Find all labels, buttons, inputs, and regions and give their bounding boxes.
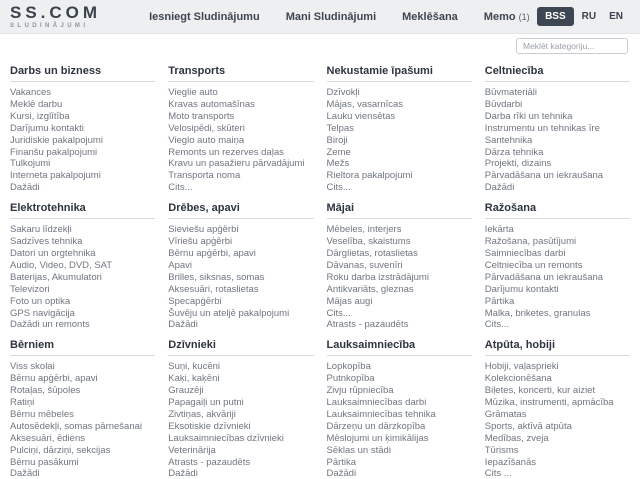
category-link[interactable]: Ražošana, pasūtījumi — [484, 236, 577, 248]
category-link[interactable]: Apavi — [168, 259, 193, 271]
category-title[interactable]: Atpūta, hobiji — [485, 339, 630, 356]
list-item — [485, 420, 630, 432]
list-item — [485, 247, 630, 259]
list-item — [168, 467, 313, 479]
language-switcher — [537, 7, 628, 26]
category-link[interactable]: Saimniecības darbi — [484, 247, 566, 259]
category-link[interactable]: Interneta pakalpojumi — [10, 170, 101, 182]
list-item — [327, 110, 472, 122]
list-item — [485, 408, 630, 420]
category-block — [485, 330, 630, 479]
list-item — [10, 432, 155, 444]
category-link[interactable]: Hobiji, vaļasprieki — [484, 361, 559, 373]
list-item — [327, 420, 472, 432]
category-links — [168, 86, 313, 193]
list-item — [10, 223, 155, 235]
category-link[interactable]: Remonts un rezerves daļas — [168, 146, 284, 158]
list-item — [485, 432, 630, 444]
category-title[interactable]: Dzīvnieki — [168, 339, 313, 356]
category-link[interactable]: GPS navigācija — [10, 307, 75, 319]
category-link[interactable]: Tulkojumi — [10, 158, 51, 170]
category-link[interactable]: Darījumu kontakti — [484, 283, 559, 295]
lang-bss[interactable]: BSS — [537, 7, 574, 26]
category-link[interactable]: Pārvadāšana un iekraušana — [484, 170, 604, 182]
category-link[interactable]: Pārtika — [484, 295, 515, 307]
category-link[interactable]: Cits... — [484, 319, 510, 331]
list-item — [485, 271, 630, 283]
list-item — [168, 295, 313, 307]
list-item — [168, 408, 313, 420]
list-item — [10, 420, 155, 432]
list-item — [327, 372, 472, 384]
category-link[interactable]: Darba rīki un tehnika — [484, 110, 573, 122]
category-title[interactable]: Ražošana — [485, 202, 630, 219]
category-link[interactable]: Kravas automašīnas — [168, 98, 255, 110]
list-item — [485, 372, 630, 384]
category-link[interactable]: Zivtiņas, akvāriji — [168, 408, 236, 420]
list-item — [10, 181, 155, 193]
category-link[interactable]: Tūrisms — [484, 444, 519, 456]
category-title[interactable]: Bērniem — [10, 339, 155, 356]
category-links — [168, 223, 313, 330]
category-link[interactable]: Dzīvokļi — [326, 87, 360, 98]
list-item — [485, 384, 630, 396]
category-link[interactable]: Grauzēji — [168, 385, 204, 397]
list-item — [168, 235, 313, 247]
category-link[interactable]: Medības, zveja — [484, 432, 549, 444]
category-link[interactable]: Dažādi — [326, 468, 357, 479]
lang-ru[interactable]: RU — [577, 8, 601, 25]
category-link[interactable]: Kursi, izglītība — [10, 110, 70, 122]
memo-count-badge: (1) — [518, 11, 530, 22]
list-item — [168, 259, 313, 271]
list-item — [10, 86, 155, 98]
nav-my-ads[interactable]: Mani Sludinājumi — [285, 10, 377, 23]
category-link[interactable]: Aksesuāri, rotaslietas — [168, 283, 259, 295]
category-link[interactable]: Roku darba izstrādājumi — [326, 271, 429, 283]
category-link[interactable]: Dažādi — [168, 468, 198, 479]
list-item — [485, 134, 630, 146]
list-item — [327, 235, 472, 247]
category-link[interactable]: Mežs — [326, 158, 350, 170]
list-item — [485, 467, 630, 479]
category-link[interactable]: Sports, aktīvā atpūta — [484, 420, 572, 432]
list-item — [10, 98, 155, 110]
category-link[interactable]: Biļetes, koncerti, kur aiziet — [484, 385, 596, 397]
list-item — [327, 169, 472, 181]
category-links — [327, 86, 472, 193]
list-item — [327, 396, 472, 408]
list-item — [168, 384, 313, 396]
nav-memo-label: Memo — [483, 10, 516, 23]
list-item — [327, 146, 472, 158]
category-links — [485, 86, 630, 193]
category-link[interactable]: Finanšu pakalpojumi — [10, 146, 98, 158]
category-link[interactable]: Šuvēju un ateljē pakalpojumi — [168, 307, 290, 319]
list-item — [327, 318, 472, 330]
category-link[interactable]: Bērnu apģērbi, apavi — [168, 247, 256, 259]
category-link[interactable]: Sieviešu apģērbi — [168, 224, 239, 236]
list-item — [485, 169, 630, 181]
category-block — [327, 193, 472, 330]
list-item — [327, 271, 472, 283]
category-links — [10, 86, 155, 193]
category-link[interactable]: Specapģērbi — [168, 295, 222, 307]
list-item — [10, 307, 155, 319]
category-block — [10, 193, 155, 330]
category-block — [10, 56, 155, 193]
list-item — [10, 360, 155, 372]
category-link[interactable]: Mājas augi — [326, 295, 373, 307]
category-link[interactable]: Transporta noma — [168, 170, 241, 182]
category-link[interactable]: Dažādi un remonts — [10, 319, 90, 331]
main-nav — [149, 11, 530, 23]
category-link[interactable]: Datori un orgtehnika — [10, 247, 96, 259]
category-link[interactable]: Veselība, skaistums — [326, 236, 411, 248]
category-link[interactable]: Cits... — [168, 182, 193, 194]
list-item — [485, 396, 630, 408]
list-item — [485, 444, 630, 456]
list-item — [168, 247, 313, 259]
category-link[interactable]: Vakances — [10, 87, 52, 98]
category-block — [327, 330, 472, 479]
category-title[interactable]: Elektrotehnika — [10, 202, 155, 219]
list-item — [168, 360, 313, 372]
nav-submit-ad[interactable]: Iesniegt Sludinājumu — [149, 10, 260, 23]
list-item — [485, 283, 630, 295]
category-link[interactable]: Lauksaimniecības tehnika — [326, 408, 436, 420]
list-item — [327, 259, 472, 271]
category-link[interactable]: Meklē darbu — [10, 98, 63, 110]
list-item — [485, 122, 630, 134]
list-item — [327, 283, 472, 295]
list-item — [168, 223, 313, 235]
list-item — [168, 181, 313, 193]
category-link[interactable]: Atrasts - pazaudēts — [168, 456, 251, 468]
list-item — [168, 86, 313, 98]
category-link[interactable]: Brilles, siksnas, somas — [168, 271, 265, 283]
list-item — [327, 307, 472, 319]
category-link[interactable]: Velosipēdi, skūteri — [168, 122, 245, 134]
category-link[interactable]: Sadzīves tehnika — [10, 236, 83, 248]
category-link[interactable]: Lauksaimniecības darbi — [326, 397, 427, 409]
list-item — [327, 444, 472, 456]
list-item — [485, 98, 630, 110]
list-item — [168, 420, 313, 432]
category-link[interactable]: Vieglie auto — [168, 87, 218, 98]
list-item — [327, 384, 472, 396]
search-row — [0, 34, 640, 56]
list-item — [10, 372, 155, 384]
list-item — [168, 157, 313, 169]
category-link[interactable]: Būvmateriāli — [484, 87, 538, 98]
category-link[interactable]: Lopkopība — [326, 361, 371, 373]
category-title[interactable]: Drēbes, apavi — [168, 202, 313, 219]
category-link[interactable]: Televizori — [10, 283, 50, 295]
site-logo[interactable] — [10, 4, 101, 29]
category-block — [168, 193, 313, 330]
category-links — [327, 223, 472, 330]
category-link[interactable]: Kolekcionēšana — [484, 373, 552, 385]
list-item — [168, 396, 313, 408]
category-link[interactable]: Būvdarbi — [484, 98, 523, 110]
list-item — [485, 456, 630, 468]
list-item — [485, 157, 630, 169]
category-block — [10, 330, 155, 479]
list-item — [10, 467, 155, 479]
list-item — [168, 372, 313, 384]
list-item — [10, 259, 155, 271]
list-item — [10, 110, 155, 122]
category-links — [10, 360, 155, 479]
category-link[interactable]: Grāmatas — [484, 408, 527, 420]
list-item — [327, 408, 472, 420]
category-link[interactable]: Atrasts - pazaudēts — [326, 319, 409, 331]
list-item — [10, 146, 155, 158]
list-item — [485, 235, 630, 247]
category-link[interactable]: Suņi, kucēni — [168, 361, 221, 373]
category-links — [10, 223, 155, 330]
category-link[interactable]: Cits... — [326, 307, 351, 319]
category-links — [168, 360, 313, 479]
list-item — [168, 456, 313, 468]
list-item — [327, 295, 472, 307]
category-link[interactable]: Mēbeles, interjers — [326, 224, 402, 236]
category-block — [327, 56, 472, 193]
list-item — [10, 396, 155, 408]
category-link[interactable]: Baterijas, Akumulatori — [10, 271, 102, 283]
category-link[interactable]: Pārtika — [326, 456, 357, 468]
category-title[interactable]: Transports — [168, 65, 313, 82]
list-item — [10, 235, 155, 247]
list-item — [168, 98, 313, 110]
category-link[interactable]: Mūzika, instrumenti, apmācība — [484, 397, 614, 409]
list-item — [10, 444, 155, 456]
list-item — [327, 157, 472, 169]
category-link[interactable]: Cits ... — [484, 468, 512, 479]
list-item — [168, 307, 313, 319]
category-link[interactable]: Lauku viensētas — [326, 110, 396, 122]
list-item — [10, 157, 155, 169]
list-item — [10, 295, 155, 307]
category-link[interactable]: Telpas — [326, 122, 354, 134]
category-block — [168, 330, 313, 479]
category-block — [485, 56, 630, 193]
category-links — [327, 360, 472, 479]
category-link[interactable]: Sēklas un stādi — [326, 444, 391, 456]
list-item — [168, 146, 313, 158]
category-title[interactable]: Nekustamie īpašumi — [327, 65, 472, 82]
category-link[interactable]: Zeme — [326, 146, 351, 158]
category-link[interactable]: Mājas, vasarnīcas — [326, 98, 404, 110]
categories-grid — [0, 56, 640, 479]
list-item — [327, 98, 472, 110]
list-item — [168, 444, 313, 456]
list-item — [168, 110, 313, 122]
list-item — [485, 181, 630, 193]
list-item — [168, 432, 313, 444]
category-link[interactable]: Kaķi, kaķēni — [168, 373, 220, 385]
list-item — [168, 283, 313, 295]
category-title[interactable]: Celtniecība — [485, 65, 630, 82]
list-item — [168, 271, 313, 283]
category-link[interactable]: Lauksaimniecības dzīvnieki — [168, 432, 284, 444]
list-item — [10, 283, 155, 295]
category-link[interactable]: Instrumentu un tehnikas īre — [484, 122, 600, 134]
list-item — [327, 181, 472, 193]
list-item — [327, 223, 472, 235]
category-link[interactable]: Pulciņi, dārziņi, sekcijas — [10, 444, 111, 456]
list-item — [10, 134, 155, 146]
category-links — [485, 223, 630, 330]
list-item — [10, 271, 155, 283]
list-item — [327, 122, 472, 134]
category-link[interactable]: Dāvanas, suvenīri — [326, 259, 403, 271]
category-link[interactable]: Kravu un pasažieru pārvadājumi — [168, 158, 305, 170]
list-item — [485, 360, 630, 372]
list-item — [10, 122, 155, 134]
category-link[interactable]: Rotaļas, šūpoles — [10, 385, 81, 397]
category-link[interactable]: Dažādi — [10, 468, 40, 479]
list-item — [327, 134, 472, 146]
list-item — [327, 432, 472, 444]
list-item — [168, 122, 313, 134]
list-item — [10, 169, 155, 181]
list-item — [485, 110, 630, 122]
list-item — [168, 318, 313, 330]
category-link[interactable]: Viss skolai — [10, 361, 55, 373]
category-link[interactable]: Sakaru līdzekļi — [10, 224, 72, 236]
list-item — [327, 247, 472, 259]
category-link[interactable]: Bērnu apģērbi, apavi — [10, 373, 98, 385]
category-link[interactable]: Ratiņi — [10, 397, 35, 409]
category-link[interactable]: Darījumu kontakti — [10, 122, 84, 134]
list-item — [10, 318, 155, 330]
header — [0, 0, 640, 34]
category-link[interactable]: Vieglo auto maiņa — [168, 134, 245, 146]
category-block — [485, 193, 630, 330]
category-link[interactable]: Papagaiļi un putni — [168, 397, 244, 409]
category-link[interactable]: Zivju rūpniecība — [326, 385, 394, 397]
category-links — [485, 360, 630, 479]
logo-subtitle: SLUDINĀJUMI — [10, 23, 89, 29]
category-link[interactable]: Biroji — [326, 134, 348, 146]
category-link[interactable]: Foto un optika — [10, 295, 71, 307]
category-link[interactable]: Pārvadāšana un iekraušana — [484, 271, 604, 283]
list-item — [485, 295, 630, 307]
list-item — [485, 318, 630, 330]
list-item — [485, 86, 630, 98]
category-link[interactable]: Dārza tehnika — [484, 146, 544, 158]
category-link[interactable]: Bērnu pasākumi — [10, 456, 79, 468]
category-link[interactable]: Dažādi — [10, 182, 40, 194]
category-link[interactable]: Dažādi — [484, 182, 515, 194]
nav-memo[interactable] — [484, 11, 530, 23]
list-item — [327, 456, 472, 468]
category-block — [168, 56, 313, 193]
category-link[interactable]: Projekti, dizains — [484, 158, 552, 170]
nav-search[interactable]: Meklēšana — [402, 10, 458, 23]
list-item — [485, 259, 630, 271]
category-title[interactable]: Lauksaimniecība — [327, 339, 472, 356]
category-link[interactable]: Antikvariāts, gleznas — [326, 283, 414, 295]
list-item — [327, 86, 472, 98]
category-link[interactable]: Bērnu mēbeles — [10, 408, 74, 420]
category-link[interactable]: Dārglietas, rotaslietas — [326, 247, 418, 259]
list-item — [168, 134, 313, 146]
category-link[interactable]: Cits... — [326, 182, 351, 194]
category-link[interactable]: Juridiskie pakalpojumi — [10, 134, 103, 146]
category-link[interactable]: Iekārta — [484, 224, 514, 236]
category-title[interactable]: Darbs un bizness — [10, 65, 155, 82]
category-link[interactable]: Moto transports — [168, 110, 235, 122]
list-item — [485, 146, 630, 158]
category-link[interactable]: Eksotiskie dzīvnieki — [168, 420, 251, 432]
list-item — [327, 467, 472, 479]
category-link[interactable]: Vīriešu apģērbi — [168, 236, 233, 248]
list-item — [10, 247, 155, 259]
category-search-input[interactable] — [516, 38, 628, 54]
category-link[interactable]: Santehnika — [484, 134, 533, 146]
list-item — [485, 307, 630, 319]
list-item — [10, 384, 155, 396]
category-link[interactable]: Veterinārija — [168, 444, 216, 456]
category-link[interactable]: Autosēdekļi, somas pārnešanai — [10, 420, 143, 432]
category-link[interactable]: Audio, Video, DVD, SAT — [10, 259, 113, 271]
category-title[interactable]: Mājai — [327, 202, 472, 219]
lang-en[interactable]: EN — [604, 8, 628, 25]
category-link[interactable]: Rieltora pakalpojumi — [326, 170, 413, 182]
list-item — [168, 169, 313, 181]
list-item — [327, 360, 472, 372]
category-link[interactable]: Aksesuāri, ēdiens — [10, 432, 85, 444]
category-link[interactable]: Dažādi — [168, 319, 198, 331]
list-item — [10, 456, 155, 468]
logo-title: SS.COM — [10, 3, 102, 22]
list-item — [10, 408, 155, 420]
category-link[interactable]: Malka, briketes, granulas — [484, 307, 591, 319]
list-item — [485, 223, 630, 235]
category-link[interactable]: Iepazīšanās — [484, 456, 536, 468]
category-link[interactable]: Celtniecība un remonts — [484, 259, 583, 271]
category-link[interactable]: Dārzeņu un dārzkopība — [326, 420, 426, 432]
category-link[interactable]: Mēslojumi un ķimikālijas — [326, 432, 429, 444]
category-link[interactable]: Putnkopība — [326, 373, 375, 385]
